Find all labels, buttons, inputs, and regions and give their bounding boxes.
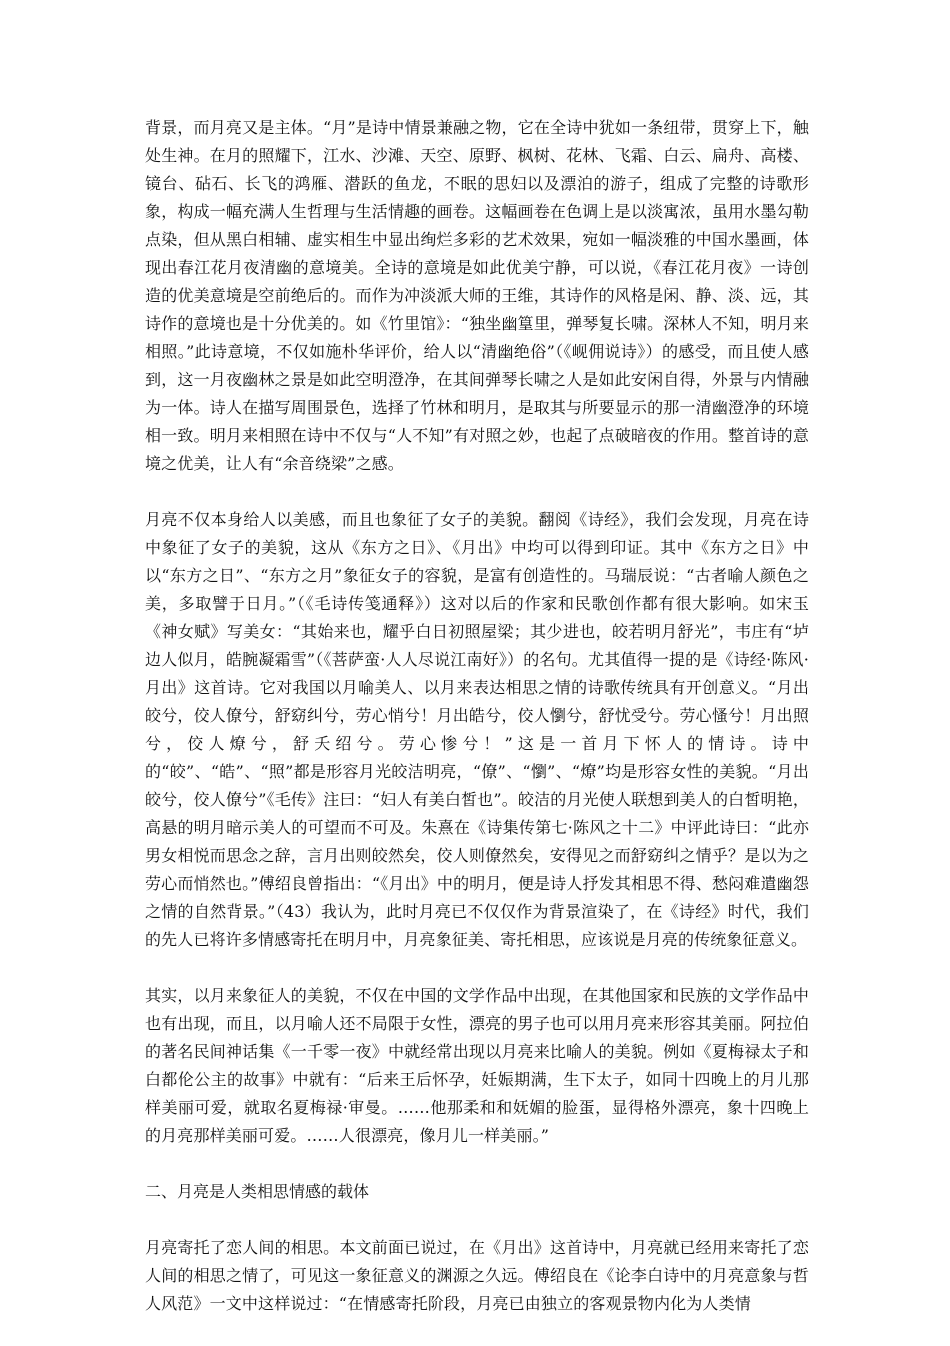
paragraph-moon-in-other-cultures: 其实，以月来象征人的美貌，不仅在中国的文学作品中出现，在其他国家和民族的文学作品中也有出现，而且，以月喻人还不局限于女性，漂亮的男子也可以用月亮来形容其美丽。阿拉伯的著名民间神话集《一千零一夜》中就经常出现以月亮来比喻人的美貌。例如《夏梅禄太子和白都伦公主的故事》中就有：“后来王后怀孕，妊娠期满，生下太子，如同十四晚上的月儿那样美丽可爱，就取名夏梅禄·审曼。……他那柔和和妩媚的脸蛋，显得格外漂亮，象十四晚上的月亮那样美丽可爱。……人很漂亮，像月儿一样美丽。” <box>145 986 809 1145</box>
paragraph-moon-symbolizes-beauty: 月亮不仅本身给人以美感，而且也象征了女子的美貌。翻阅《诗经》，我们会发现，月亮在诗中象征了女子的美貌，这从《东方之日》、《月出》中均可以得到印证。其中《东方之日》中以“东方之日”、“东方之月”象征女子的容貌，是富有创造性的。马瑞辰说：“古者喻人颜色之美，多取譬于日月。”（《毛诗传笺通释》）这对以后的作家和民歌创作都有很大影响。如宋玉《神女赋》写美女：“其始来也，耀乎白日初照屋梁；其少进也，皎若明月舒光”，韦庄有“垆边人似月，皓腕凝霜雪”（《菩萨蛮·人人尽说江南好》）的名句。尤其值得一提的是《诗经·陈风·月出》这首诗。它对我国以月喻美人、以月来表达相思之情的诗歌传统具有开创意义。“月出皎兮，佼人僚兮，舒窈纠兮，劳心悄兮！月出皓兮，佼人懰兮，舒忧受兮。劳心慅兮！月出照兮，佼人燎兮，舒夭绍兮。劳心惨兮！”这是一首月下怀人的情诗。诗中的“皎”、“皓”、“照”都是形容月光皎洁明亮，“僚”、“懰”、“燎”均是形容女性的美貌。“月出皎兮，佼人僚兮”《毛传》注曰：“妇人有美白皙也”。皎洁的月光使人联想到美人的白皙明艳，高悬的明月暗示美人的可望而不可及。朱熹在《诗集传第七·陈风之十二》中评此诗曰：“此亦男女相悦而思念之辞，言月出则皎然矣，佼人则僚然矣，安得见之而舒窈纠之情乎？是以为之劳心而悄然也。”傅绍良曾指出：“《月出》中的明月，便是诗人抒发其相思不得、愁闷难遣幽怨之情的自然背景。”（43）我认为，此时月亮已不仅仅作为背景渲染了，在《诗经》时代，我们的先人已将许多情感寄托在明月中，月亮象征美、寄托相思，应该说是月亮的传统象征意义。 <box>145 510 809 949</box>
document-body <box>145 114 809 1346</box>
paragraph-moon-as-subject: 背景，而月亮又是主体。“月”是诗中情景兼融之物，它在全诗中犹如一条纽带，贯穿上下，触处生神。在月的照耀下，江水、沙滩、天空、原野、枫树、花林、飞霜、白云、扁舟、高楼、镜台、砧石、长飞的鸿雁、潜跃的鱼龙，不眠的思妇以及漂泊的游子，组成了完整的诗歌形象，构成一幅充满人生哲理与生活情趣的画卷。这幅画卷在色调上是以淡寓浓，虽用水墨勾勒点染，但从黑白相辅、虚实相生中显出绚烂多彩的艺术效果，宛如一幅淡雅的中国水墨画，体现出春江花月夜清幽的意境美。全诗的意境是如此优美宁静，可以说，《春江花月夜》一诗创造的优美意境是空前绝后的。而作为冲淡派大师的王维，其诗作的风格是闲、静、淡、远，其诗作的意境也是十分优美的。如《竹里馆》：“独坐幽篁里，弹琴复长啸。深林人不知，明月来相照。”此诗意境，不仅如施朴华评价，给人以“清幽绝俗”（《岘佣说诗》）的感受，而且使人感到，这一月夜幽林之景是如此空明澄净，在其间弹琴长啸之人是如此安闲自得，外景与内情融为一体。诗人在描写周围景色，选择了竹林和明月，是取其与所要显示的那一清幽澄净的环境相一致。明月来相照在诗中不仅与“人不知”有对照之妙，也起了点破暗夜的作用。整首诗的意境之优美，让人有“余音绕梁”之感。 <box>145 118 809 473</box>
section-heading: 二、月亮是人类相思情感的载体 <box>145 1182 370 1201</box>
paragraph-moon-carries-longing: 月亮寄托了恋人间的相思。本文前面已说过，在《月出》这首诗中，月亮就已经用来寄托了恋人间的相思之情了，可见这一象征意义的渊源之久远。傅绍良在《论李白诗中的月亮意象与哲人风范》一文中这样说过：“在情感寄托阶段，月亮已由独立的客观景物内化为人类情 <box>145 1238 809 1313</box>
